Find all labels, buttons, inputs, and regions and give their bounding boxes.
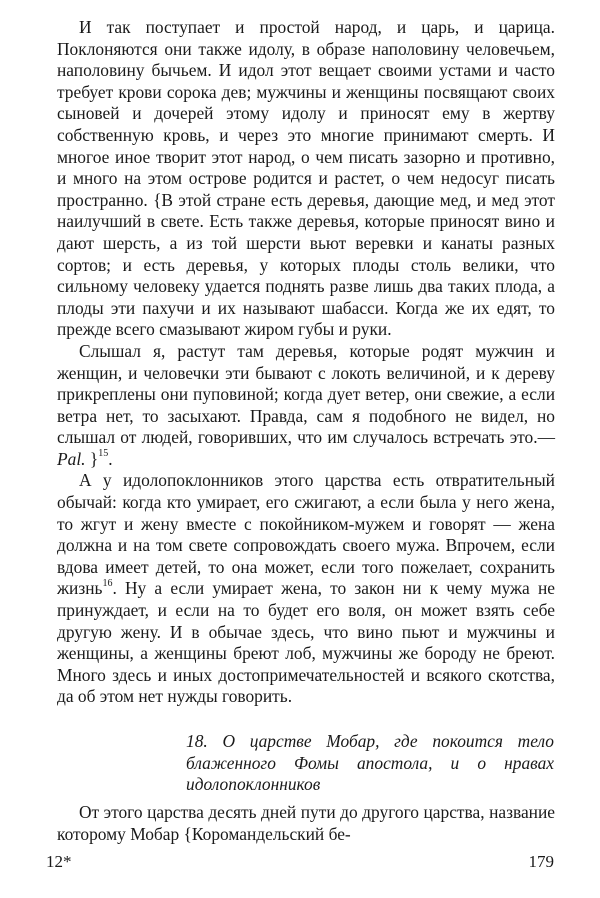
page-number: 179: [528, 852, 554, 871]
paragraph-2: [57, 341, 555, 471]
paragraph-3-text-after: . Ну а если умирает жена, то закон ни к чему мужа не принуждает, и если на то будет его воля, он может взять себе другую жену. И в обычае здесь, что вино пьют и мужчины и женщины, а женщины бреют лоб, мужчины же бороду не бреют. Много здесь и иных достопримечательностей и всякого скотства, да об этом нет нужды говорить.: [57, 578, 555, 707]
section-title: О царстве Мобар, где покоится тело блаженного Фомы апостола, и о нравах идолопоклонников: [186, 731, 554, 795]
main-text: [57, 17, 555, 708]
paragraph-2-end: .: [108, 448, 113, 469]
paragraph-1-text: И так поступает и простой народ, и царь, и царица. Поклоняются они также идолу, в образе наполовину человечьем, наполовину бычьем. И идол этот вещает своими устами и часто требует крови сорока дев; мужчины и женщины посвящают своих сыновей и дочерей этому идолу и приносят ему в жертву собственную кровь, и через это многие принимают смерть. И многое иное творит этот народ, о чем писать зазорно и противно, и много на этом острове родится и растет, о чем недосуг писать пространно. {В этой стране есть деревья, дающие мед, и мед этот наилучший в свете. Есть также деревья, которые приносят вино и дают шерсть, а из той шерсти вьют веревки и канаты разных сортов; и есть деревья, у которых плоды столь велики, что сильному человеку удается поднять разве лишь два таких плода, а плоды эти пахучи и их называют шабасси. Когда же их едят, то прежде всего смазывают жиром губы и руки.: [57, 17, 555, 340]
paragraph-3-text-before: А у идолопоклонников этого царства есть отвратительный обычай: когда кто умирает, его сжигают, а если была у него жена, то жгут и жену вместе с покойником-мужем и говорят — жена должна и на том свете сопровождать своего мужа. Впрочем, если вдова имеет детей, то она может, если того пожелает, сохранить жизнь: [57, 470, 555, 599]
section-number: 18.: [186, 731, 208, 751]
section-heading: [186, 731, 554, 796]
source-abbreviation: Pal.: [57, 448, 86, 469]
footnote-ref-16: 16: [102, 577, 113, 589]
paragraph-4-text: От этого царства десять дней пути до другого царства, название которому Мобар {Коромандельский бе-: [57, 802, 555, 844]
footnote-ref-15: 15: [98, 448, 109, 460]
paragraph-3: [57, 470, 555, 708]
paragraph-4: [57, 802, 555, 845]
paragraph-1: [57, 17, 555, 341]
tail-text: [57, 802, 555, 845]
paragraph-2-text: Слышал я, растут там деревья, которые родят мужчин и женщин, и человечки эти бывают с локоть величиной, и к дереву прикреплены они пуповиной; когда дует ветер, они свежие, а если ветра нет, то засыхают. Правда, сам я подобного не видел, но слышал от людей, говоривших, что им случалось встречать это.—: [57, 340, 555, 448]
closing-brace: }: [85, 448, 99, 469]
signature-mark: 12*: [46, 852, 72, 871]
